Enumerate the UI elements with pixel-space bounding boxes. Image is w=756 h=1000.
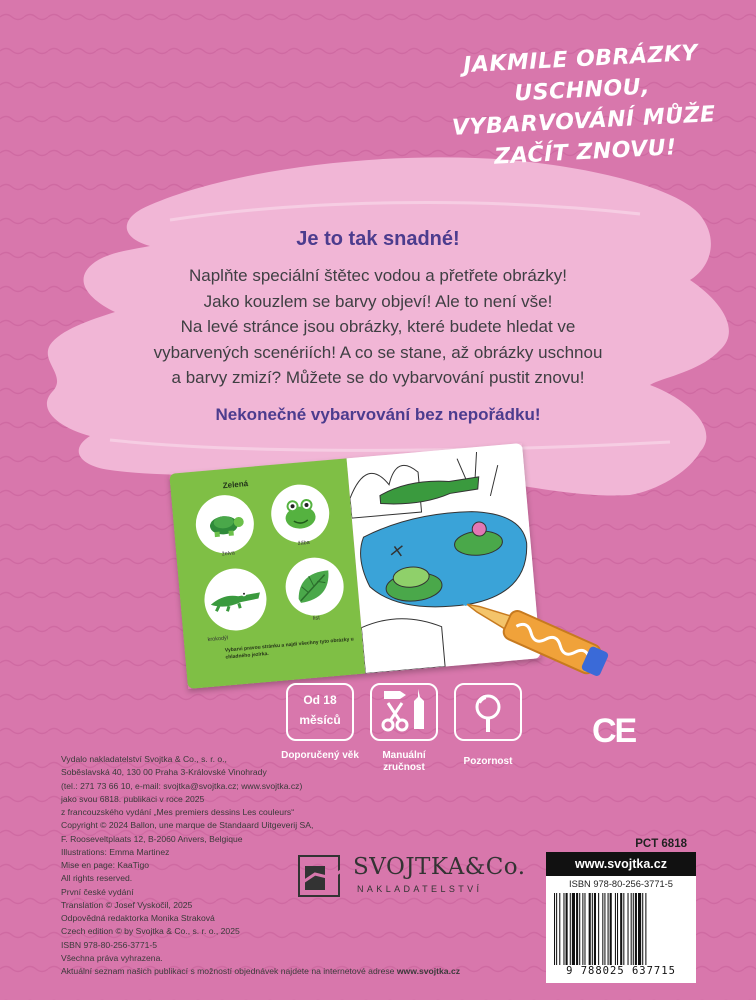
headline-line: ZAČÍT ZNOVU! [493, 135, 678, 170]
turtle-picture [193, 493, 256, 556]
barcode-bar [554, 893, 555, 965]
headline [425, 36, 741, 176]
barcode-bar [610, 893, 612, 965]
intro-line: a barvy zmizí? Můžete se do vybarvování pustit znovu! [171, 368, 585, 387]
intro-title: Je to tak snadné! [296, 228, 460, 250]
barcode-bar [638, 893, 641, 965]
barcode-bar [631, 893, 632, 965]
barcode-bar [645, 893, 646, 965]
barcode [552, 893, 690, 965]
imprint-line: F. Rooseveltplaats 12, B-2060 Anvers, Belgique [61, 833, 243, 844]
intro-line: Jako kouzlem se barvy objeví! Ale to není vše! [203, 291, 553, 311]
barcode-bar [559, 893, 560, 965]
imprint-line: Odpovědná redaktorka Monika Straková [61, 913, 215, 923]
publisher-name: SVOJTKA&Co. [353, 854, 526, 880]
ce-mark: CE [592, 712, 636, 750]
imprint-line: Translation © Josef Vyskočil, 2025 [61, 899, 193, 910]
barcode-bar [633, 893, 634, 965]
age-box [286, 683, 354, 741]
barcode-bar [608, 893, 609, 965]
barcode-bar [584, 893, 585, 965]
barcode-bar [592, 893, 593, 965]
imprint-line: jako svou 6818. publikaci v roce 2025 [61, 793, 205, 804]
intro-tagline: Nekonečné vybarvování bez nepořádku! [215, 404, 541, 424]
barcode-bar [602, 893, 603, 965]
isbn-label: ISBN 978-80-256-3771-5 [569, 879, 673, 889]
publisher-emblem-icon [295, 852, 349, 900]
barcode-bar [598, 893, 599, 965]
water-pen-illustration [440, 590, 620, 690]
barcode-card [546, 852, 696, 983]
imprint-line: Copyright © 2024 Ballon, une marque de Standaard Uitgeverij SA, [61, 820, 314, 831]
headline-line: JAKMILE OBRÁZKY [462, 40, 699, 79]
imprint-line: Mise en page: KaaTigo [61, 860, 150, 870]
barcode-bar [628, 893, 629, 965]
barcode-bar [570, 893, 571, 965]
picture-label: želva [221, 550, 236, 558]
imprint-line: ISBN 978-80-256-3771-5 [61, 939, 158, 950]
book-left-page [169, 458, 365, 689]
barcode-bar [642, 893, 643, 965]
book-page-title: Zelená [222, 479, 249, 491]
barcode-bar [563, 893, 564, 965]
headline-line: USCHNOU, [513, 74, 651, 107]
intro-line: vybarvených scenériích! A co se stane, až obrázky uschnou [153, 342, 603, 362]
imprint-line: z francouzského vydání „Mes premiers dessins Les couleurs“ [61, 807, 295, 817]
barcode-bar [635, 893, 637, 965]
intro-line: Naplňte speciální štětec vodou a přetřete obrázky! [189, 266, 567, 285]
manual-skill-icon [370, 683, 438, 741]
publisher-sub: NAKLADATELSTVÍ [357, 884, 483, 894]
crocodile-picture [202, 566, 269, 633]
barcode-bar [617, 893, 618, 965]
imprint-line: Illustrations: Emma Martinez [61, 846, 170, 857]
picture-label: list [312, 615, 321, 622]
imprint-line: Všechna práva vyhrazena. [61, 952, 163, 963]
barcode-bar [579, 893, 580, 965]
imprint-line [61, 965, 541, 978]
age-unit: měsíců [299, 713, 341, 727]
intro-text [60, 263, 696, 391]
magnifier-icon [454, 683, 522, 741]
page-instruction: Vybarvi pravou stránku a najdi všechny tyto obrázky u chladného jezírka. [224, 636, 354, 661]
barcode-bar [566, 893, 568, 965]
barcode-bar [623, 893, 624, 965]
imprint-line: Vydalo nakladatelství Svojtka & Co., s. r. o., [61, 754, 227, 764]
imprint-line: (tel.: 271 73 66 10, e-mail: svojtka@svojtka.cz; www.svojtka.cz) [61, 780, 303, 791]
website-banner: www.svojtka.cz [546, 852, 696, 876]
barcode-bar [620, 893, 622, 965]
leaf-picture [283, 555, 346, 618]
imprint-line: Soběslavská 40, 130 00 Praha 3-Královské Vinohrady [61, 767, 267, 778]
picture-label: krokodýl [207, 635, 229, 644]
imprint-line: All rights reserved. [61, 873, 133, 884]
imprint-line: První české vydání [61, 886, 134, 897]
attention-caption: Pozornost [463, 756, 513, 767]
barcode-bar [615, 893, 616, 965]
barcode-bar [604, 893, 605, 965]
barcode-bar [589, 893, 591, 965]
website-link[interactable]: www.svojtka.cz [396, 966, 461, 976]
headline-line: VYBARVOVÁNÍ MŮŽE [451, 102, 717, 141]
barcode-bar [594, 893, 596, 965]
imprint-line: Czech edition © by Svojtka & Co., s. r. o., 2025 [61, 926, 240, 937]
barcode-number: 9 788025 637715 [566, 965, 676, 977]
manual-caption: Manuální zručnost [382, 750, 426, 773]
barcode-bar [576, 893, 578, 965]
product-code: PCT 6818 [635, 838, 687, 850]
publisher-logo [295, 852, 526, 900]
age-value: Od 18 [303, 693, 337, 707]
barcode-bar [582, 893, 583, 965]
intro-line: Na levé stránce jsou obrázky, které budete hledat ve [180, 317, 576, 336]
frog-picture [269, 482, 332, 545]
barcode-bar [556, 893, 557, 965]
intro-block [60, 228, 696, 425]
picture-label: žába [297, 539, 311, 547]
age-caption: Doporučený věk [281, 750, 359, 761]
imprint-last-text: Aktuální seznam našich publikací s možností objednávek najdete na internetové adrese [61, 966, 397, 976]
barcode-bar [572, 893, 575, 965]
